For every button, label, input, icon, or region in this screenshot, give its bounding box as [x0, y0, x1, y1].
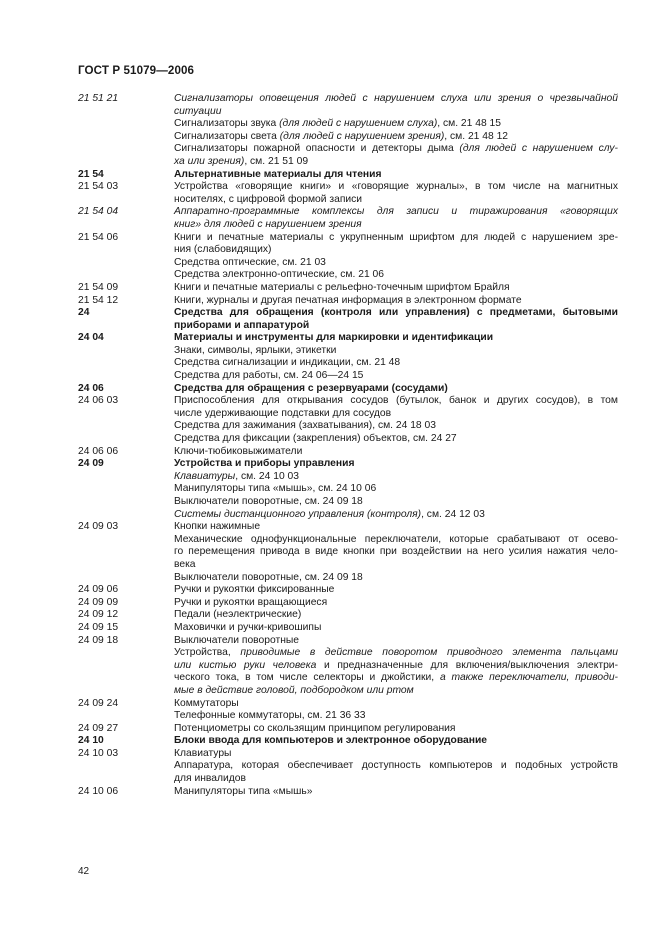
entry-text: Сигнализаторы звука (для людей с нарушением слуха), см. 21 48 15 [174, 118, 502, 130]
entry-text: Ручки и рукоятки фиксированные [174, 584, 335, 596]
entry-row [78, 332, 618, 345]
entry-row [78, 408, 618, 421]
entry-code [78, 320, 174, 333]
entry-row [78, 773, 618, 786]
entry-code: 24 10 [78, 735, 104, 747]
entry-text: Выключатели поворотные, см. 24 09 18 [174, 496, 363, 507]
entry-text: Средства для фиксации (закрепления) объектов, см. 24 27 [174, 433, 457, 445]
entry-row [78, 206, 618, 219]
entry-row [78, 169, 618, 182]
entry-row [78, 660, 618, 673]
entry-row [78, 131, 618, 144]
entry-row [78, 446, 618, 459]
entry-code: 24 04 [78, 332, 104, 344]
entry-row [78, 383, 618, 396]
entry-code [78, 269, 174, 282]
entry-code [78, 546, 174, 559]
entry-code: 21 54 03 [78, 181, 119, 193]
entry-code: 24 06 03 [78, 395, 119, 407]
entry-text: или кистью руки человека и предназначенные для включения/выключения электри- [174, 659, 618, 671]
entry-code: 21 54 12 [78, 294, 119, 306]
entry-text: Средства для работы, см. 24 06—24 15 [174, 370, 364, 382]
entry-code [78, 244, 174, 257]
entry-text: Аппаратно-программные комплексы для записи и тиражирования «говорящих [174, 206, 618, 218]
entry-row [78, 194, 618, 207]
entry-row [78, 357, 618, 370]
entry-text: ха или зрения), см. 21 51 09 [174, 155, 309, 167]
entry-code: 21 54 06 [78, 231, 119, 243]
entry-text: Выключатели поворотные, см. 24 09 18 [174, 571, 363, 583]
entry-code: 24 06 06 [78, 445, 119, 457]
entry-text: ческого тока, в том числе селекторы и джойстики, а также переключатели, приводи- [174, 672, 618, 684]
entry-row [78, 106, 618, 119]
entry-code: 21 54 09 [78, 281, 119, 293]
entry-row [78, 93, 618, 106]
entry-code [78, 685, 174, 698]
entry-code [78, 471, 174, 484]
classification-entries [78, 93, 618, 798]
entry-text: Манипуляторы типа «мышь» [174, 785, 313, 797]
entry-row [78, 244, 618, 257]
entry-code: 24 09 06 [78, 584, 119, 596]
entry-text: Аппаратура, которая обеспечивает доступность компьютеров и подобных устройств [174, 760, 618, 772]
entry-row [78, 345, 618, 358]
entry-code: 24 09 27 [78, 722, 119, 734]
entry-text: века [174, 558, 196, 570]
entry-code [78, 370, 174, 383]
entry-code: 21 54 [78, 168, 104, 180]
entry-code [78, 194, 174, 207]
entry-text: Клавиатуры, см. 24 10 03 [174, 470, 299, 482]
entry-text: Коммутаторы [174, 697, 239, 709]
entry-code [78, 647, 174, 660]
entry-text: Средства сигнализации и индикации, см. 21 48 [174, 357, 401, 369]
entry-code: 24 10 03 [78, 747, 119, 759]
entry-code [78, 509, 174, 522]
entry-text: Выключатели поворотные [174, 634, 300, 646]
entry-row [78, 320, 618, 333]
entry-code: 24 09 15 [78, 621, 119, 633]
entry-row [78, 118, 618, 131]
entry-text: Средства для обращения (контроля или управления) с предметами, бытовыми [174, 307, 618, 319]
entry-row [78, 496, 618, 509]
entry-code [78, 534, 174, 547]
entry-code: 24 06 [78, 382, 104, 394]
entry-row [78, 609, 618, 622]
entry-text: Ключи-тюбиковыжиматели [174, 445, 303, 457]
entry-text: Книги и печатные материалы с рельефно-точечным шрифтом Брайля [174, 281, 510, 293]
entry-code [78, 257, 174, 270]
entry-row [78, 156, 618, 169]
entry-row [78, 559, 618, 572]
entry-text: Средства для обращения с резервуарами (сосудами) [174, 382, 448, 394]
entry-row [78, 760, 618, 773]
entry-text: Устройства «говорящие книги» и «говорящие журналы», в том числе на магнитных [174, 181, 618, 193]
entry-row [78, 546, 618, 559]
entry-row [78, 370, 618, 383]
entry-row [78, 471, 618, 484]
entry-text: Знаки, символы, ярлыки, этикетки [174, 344, 337, 356]
entry-code: 24 09 09 [78, 596, 119, 608]
entry-row [78, 232, 618, 245]
entry-text: Книги и печатные материалы с укрупненным шрифтом для людей с нарушением зре- [174, 231, 618, 243]
entry-code [78, 760, 174, 773]
entry-text: носителях, с цифровой формой записи [174, 193, 363, 205]
entry-text: Механические однофункциональные переключатели, которые срабатывают от осево- [174, 533, 618, 545]
entry-code [78, 357, 174, 370]
entry-row [78, 509, 618, 522]
entry-text: Приспособления для открывания сосудов (бутылок, банок и других сосудов), в том [174, 395, 618, 407]
entry-text: Устройства, приводимые в действие поворотом приводного элемента пальцами [174, 647, 618, 659]
entry-code [78, 345, 174, 358]
entry-text: Ручки и рукоятки вращающиеся [174, 596, 328, 608]
entry-code: 21 51 21 [78, 93, 119, 104]
entry-row [78, 723, 618, 736]
entry-text: Средства для зажимания (захватывания), см. 24 18 03 [174, 420, 436, 432]
entry-row [78, 786, 618, 799]
entry-code [78, 483, 174, 496]
entry-text: Телефонные коммутаторы, см. 21 36 33 [174, 710, 366, 722]
entry-code [78, 572, 174, 585]
entry-row [78, 307, 618, 320]
entry-text: Манипуляторы типа «мышь», см. 24 10 06 [174, 483, 377, 495]
entry-text: Устройства и приборы управления [174, 458, 355, 470]
entry-row [78, 420, 618, 433]
entry-text: го перемещения привода в виде кнопки при воздействии на него усилия нажатия чело- [174, 546, 618, 558]
entry-code [78, 773, 174, 786]
entry-text: Сигнализаторы пожарной опасности и детекторы дыма (для людей с нарушением слу- [174, 143, 618, 155]
entry-row [78, 181, 618, 194]
entry-row [78, 458, 618, 471]
entry-code [78, 672, 174, 685]
entry-text: Альтернативные материалы для чтения [174, 168, 382, 180]
document-header: ГОСТ Р 51079—2006 [78, 64, 195, 77]
entry-row [78, 622, 618, 635]
entry-code: 24 09 03 [78, 521, 119, 533]
entry-row [78, 672, 618, 685]
entry-text: мые в действие головой, подбородком или ртом [174, 684, 414, 696]
entry-text: Педали (неэлектрические) [174, 609, 302, 621]
entry-code [78, 219, 174, 232]
entry-row [78, 572, 618, 585]
entry-code: 24 [78, 307, 90, 319]
entry-code: 24 09 [78, 458, 104, 470]
entry-code: 24 09 18 [78, 634, 119, 646]
entry-text: ситуации [174, 105, 222, 117]
entry-row [78, 534, 618, 547]
entry-row [78, 282, 618, 295]
entry-code [78, 408, 174, 421]
entry-code [78, 106, 174, 119]
entry-code [78, 143, 174, 156]
entry-code [78, 420, 174, 433]
entry-code: 24 10 06 [78, 785, 119, 797]
entry-row [78, 269, 618, 282]
entry-text: Материалы и инструменты для маркировки и идентификации [174, 332, 494, 344]
entry-row [78, 521, 618, 534]
entry-text: Потенциометры со скользящим принципом регулирования [174, 722, 456, 734]
entry-row [78, 748, 618, 761]
entry-text: Клавиатуры [174, 747, 232, 759]
entry-code [78, 433, 174, 446]
entry-row [78, 597, 618, 610]
entry-text: книг» для людей с нарушением зрения [174, 218, 362, 230]
entry-row [78, 483, 618, 496]
entry-row [78, 735, 618, 748]
entry-code: 24 09 12 [78, 609, 119, 621]
entry-row [78, 584, 618, 597]
entry-text: Сигнализаторы оповещения людей с нарушением слуха или зрения о чрезвычайной [174, 93, 618, 104]
entry-row [78, 685, 618, 698]
entry-text: Маховички и ручки-кривошипы [174, 621, 322, 633]
entry-text: приборами и аппаратурой [174, 319, 310, 331]
entry-text: Блоки ввода для компьютеров и электронное оборудование [174, 735, 488, 747]
page-number: 42 [78, 866, 90, 877]
entry-code [78, 131, 174, 144]
entry-code [78, 496, 174, 509]
entry-row [78, 635, 618, 648]
entry-text: числе удерживающие подставки для сосудов [174, 407, 392, 419]
entry-code: 24 09 24 [78, 697, 119, 709]
entry-text: Средства электронно-оптические, см. 21 06 [174, 269, 384, 281]
entry-row [78, 698, 618, 711]
entry-text: Книги, журналы и другая печатная информация в электронном формате [174, 294, 522, 306]
entry-code: 21 54 04 [78, 206, 119, 218]
entry-text: Средства оптические, см. 21 03 [174, 256, 326, 268]
entry-text: Системы дистанционного управления (контроля), см. 24 12 03 [174, 508, 485, 520]
entry-row [78, 219, 618, 232]
entry-text: Кнопки нажимные [174, 521, 261, 533]
entry-row [78, 395, 618, 408]
entry-row [78, 710, 618, 723]
entry-code [78, 660, 174, 673]
entry-text: ния (слабовидящих) [174, 244, 272, 256]
entry-row [78, 143, 618, 156]
entry-code [78, 710, 174, 723]
entry-text: Сигнализаторы света (для людей с нарушением зрения), см. 21 48 12 [174, 130, 509, 142]
entry-row [78, 647, 618, 660]
entry-code [78, 559, 174, 572]
entry-row [78, 295, 618, 308]
entry-code [78, 118, 174, 131]
entry-text: для инвалидов [174, 773, 246, 785]
entry-code [78, 156, 174, 169]
entry-row [78, 433, 618, 446]
entry-row [78, 257, 618, 270]
